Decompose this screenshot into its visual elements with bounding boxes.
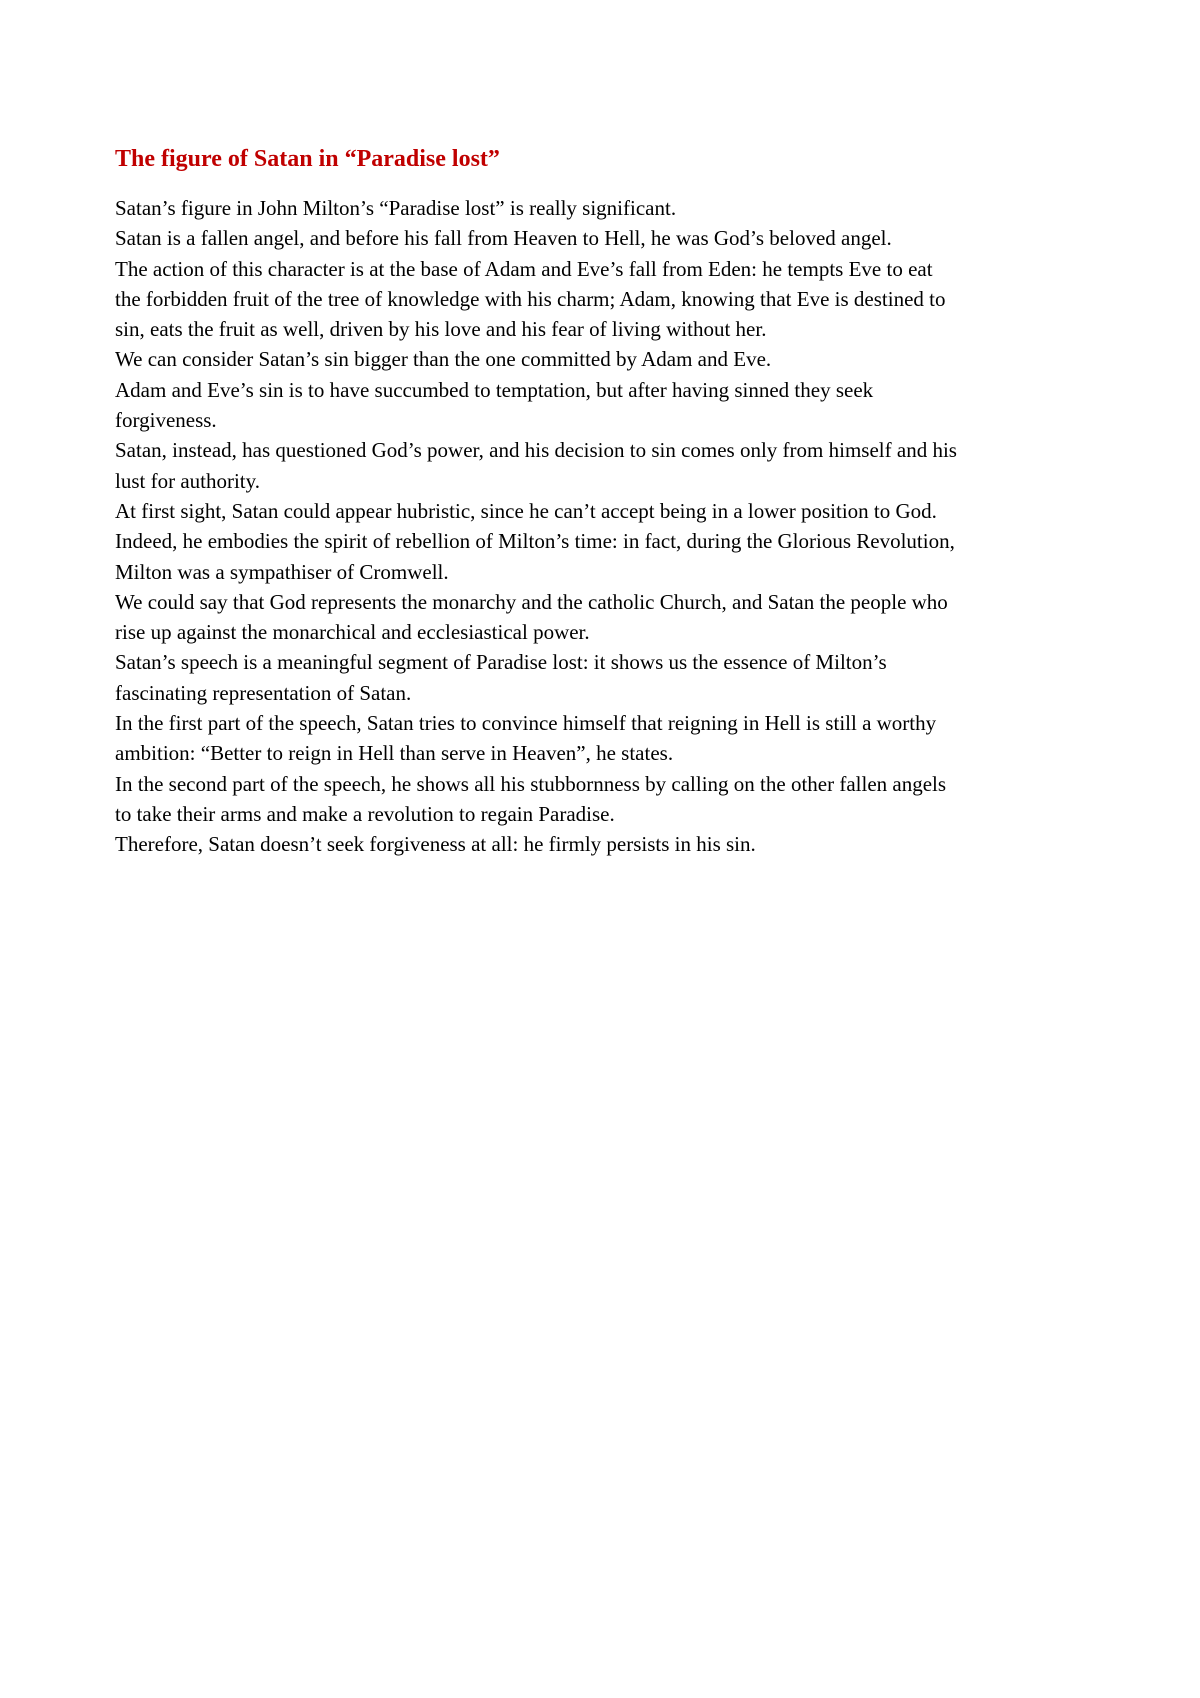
body-line: Satan, instead, has questioned God’s power, and his decision to sin comes only from himself and his	[115, 438, 957, 463]
body-line: Satan is a fallen angel, and before his fall from Heaven to Hell, he was God’s beloved angel.	[115, 226, 892, 251]
body-line: the forbidden fruit of the tree of knowledge with his charm; Adam, knowing that Eve is destined to	[115, 286, 946, 311]
body-line: ambition: “Better to reign in Hell than serve in Heaven”, he states.	[115, 741, 674, 766]
body-line: lust for authority.	[115, 468, 261, 493]
body-line: Therefore, Satan doesn’t seek forgiveness at all: he firmly persists in his sin.	[115, 832, 756, 857]
body-line: Satan’s speech is a meaningful segment of Paradise lost: it shows us the essence of Milton’s	[115, 650, 887, 675]
body-line: In the first part of the speech, Satan tries to convince himself that reigning in Hell is still a worthy	[115, 711, 937, 736]
document-title: The figure of Satan in “Paradise lost”	[115, 146, 500, 172]
document-body	[115, 193, 1100, 860]
body-line: Satan’s figure in John Milton’s “Paradise lost” is really significant.	[115, 196, 677, 220]
body-line: Indeed, he embodies the spirit of rebellion of Milton’s time: in fact, during the Glorious Revolution,	[115, 529, 955, 554]
body-line: rise up against the monarchical and ecclesiastical power.	[115, 620, 590, 645]
body-line: Milton was a sympathiser of Cromwell.	[115, 559, 449, 584]
body-line: to take their arms and make a revolution to regain Paradise.	[115, 801, 615, 826]
body-line: In the second part of the speech, he shows all his stubbornness by calling on the other fallen angels	[115, 771, 947, 796]
body-line: At first sight, Satan could appear hubristic, since he can’t accept being in a lower position to God.	[115, 498, 937, 523]
body-line: Adam and Eve’s sin is to have succumbed to temptation, but after having sinned they seek	[115, 377, 874, 402]
body-line: We could say that God represents the monarchy and the catholic Church, and Satan the people who	[115, 589, 948, 614]
body-line: sin, eats the fruit as well, driven by his love and his fear of living without her.	[115, 317, 767, 342]
body-line: forgiveness.	[115, 408, 217, 433]
body-line: fascinating representation of Satan.	[115, 680, 412, 705]
body-line: We can consider Satan’s sin bigger than the one committed by Adam and Eve.	[115, 347, 772, 372]
body-line: The action of this character is at the base of Adam and Eve’s fall from Eden: he tempts Eve to eat	[115, 256, 933, 281]
document-content	[115, 144, 1100, 860]
